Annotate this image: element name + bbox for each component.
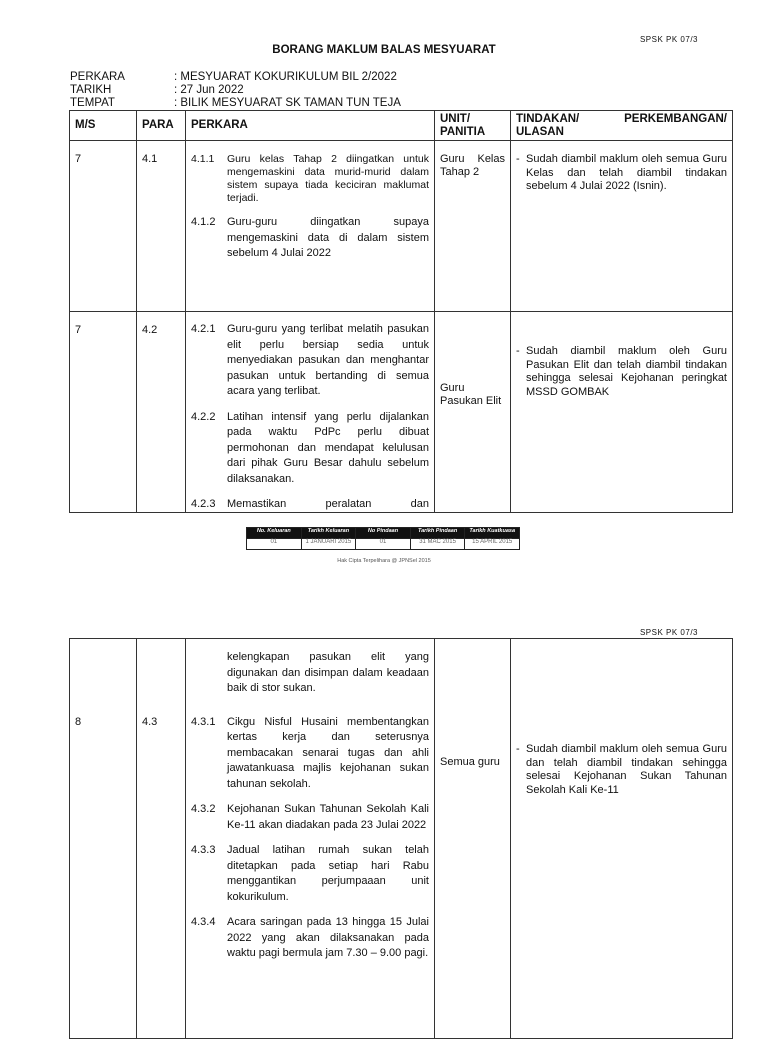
item-text: Kejohanan Sukan Tahunan Sekolah Kali Ke-11 akan diadakan pada 23 Julai 2022	[227, 803, 429, 831]
revision-header: No. Keluaran	[247, 528, 302, 539]
meta-label: TARIKH	[70, 84, 112, 96]
minutes-table	[69, 110, 733, 513]
item-number: 4.2.3	[191, 498, 216, 510]
meta-perkara	[70, 71, 397, 83]
tindakan-text: Sudah diambil maklum oleh semua Guru Kelas dan telah diambil tindakan sebelum 4 Julai 2022 (Isnin).	[526, 153, 727, 192]
meta-tempat	[70, 97, 401, 109]
row-ms: 7	[75, 153, 82, 165]
row-ms: 8	[75, 716, 82, 728]
bullet-dash: -	[516, 153, 520, 165]
row-tindakan	[511, 312, 732, 399]
row-perkara	[186, 639, 434, 962]
item-text: Memastikan peralatan dan	[227, 498, 429, 510]
table-row	[70, 639, 733, 1039]
item-number: 4.3.2	[191, 803, 216, 815]
form-code: SPSK PK 07/3	[639, 628, 698, 637]
revision-table	[246, 527, 520, 550]
revision-header: No Pindaan	[356, 528, 411, 539]
item-text: Cikgu Nisful Husaini membentangkan kertas kerja dan seterusnya membacakan senarai tugas dan ahli jawatankuasa majlis kejohanan sukan tahunan sekolah.	[227, 715, 429, 790]
header-unit: UNIT/ PANITIA	[440, 113, 486, 138]
table-row	[70, 312, 733, 513]
row-para: 4.1	[142, 153, 158, 165]
header-tindakan: TINDAKAN/ PERKEMBANGAN/ ULASAN	[516, 113, 727, 138]
document-title: BORANG MAKLUM BALAS MESYUARAT	[272, 44, 496, 56]
form-code: SPSK PK 07/3	[639, 35, 698, 44]
item-number: 4.2.2	[191, 410, 216, 423]
list-item	[191, 802, 429, 833]
list-item	[191, 915, 429, 962]
revision-value: 15 APRIL 2015	[465, 539, 520, 550]
item-text: Acara saringan pada 13 hingga 15 Julai 2022 yang akan dilaksanakan pada waktu pagi bermula jam 7.30 – 9.00 pagi.	[227, 916, 429, 959]
item-number: 4.1.2	[191, 216, 216, 228]
minutes-table-continued	[69, 638, 733, 1039]
revision-value: 01	[247, 539, 302, 550]
revision-value-row	[247, 539, 520, 550]
revision-value: 01	[356, 539, 411, 550]
meta-tarikh	[70, 84, 244, 96]
row-para: 4.3	[142, 716, 158, 728]
list-item	[191, 410, 429, 488]
list-item	[191, 650, 429, 697]
meta-value: : 27 Jun 2022	[174, 84, 244, 96]
copyright-text: Hak Cipta Terpelihara @ JPNSel 2015	[337, 558, 431, 564]
item-number: 4.1.1	[191, 153, 215, 165]
item-text: kelengkapan pasukan elit yang digunakan dan disimpan dalam keadaan baik di stor sukan.	[227, 651, 429, 694]
bullet-dash: -	[516, 345, 520, 357]
row-para: 4.2	[142, 324, 158, 336]
row-perkara	[186, 312, 434, 510]
revision-value: 31 MAC 2015	[410, 539, 465, 550]
revision-header: Tarikh Pindaan	[410, 528, 465, 539]
revision-header: Tarikh Keluaran	[301, 528, 356, 539]
list-item	[191, 715, 429, 793]
row-unit: Guru Kelas Tahap 2	[440, 153, 505, 178]
meta-label: PERKARA	[70, 71, 125, 83]
list-item	[191, 215, 429, 262]
row-unit: Guru Pasukan Elit	[440, 382, 502, 407]
revision-header-row	[247, 528, 520, 539]
meta-value: : MESYUARAT KOKURIKULUM BIL 2/2022	[174, 71, 397, 83]
row-tindakan	[511, 141, 732, 194]
item-text: Guru kelas Tahap 2 diingatkan untuk mengemaskini data murid-murid dalam sistem supaya tiada keciciran maklumat terjadi.	[227, 153, 429, 204]
row-perkara	[186, 141, 434, 262]
meta-value: : BILIK MESYUARAT SK TAMAN TUN TEJA	[174, 97, 401, 109]
table-row	[70, 141, 733, 312]
item-text: Latihan intensif yang perlu dijalankan pada waktu PdPc perlu dibuat permohonan dan mendapat kelulusan dari pihak Guru Besar dahulu sebelum dilaksanakan.	[227, 410, 429, 485]
tindakan-text: Sudah diambil maklum oleh semua Guru dan telah diambil tindakan sehingga selesai Kejohanan Sukan Tahunan Sekolah Kali Ke-11	[526, 743, 727, 796]
row-unit: Semua guru	[440, 756, 500, 768]
list-item	[191, 843, 429, 905]
item-number: 4.3.4	[191, 916, 216, 928]
header-ms: M/S	[75, 119, 96, 131]
revision-header: Tarikh Kuatkuasa	[465, 528, 520, 539]
header-para: PARA	[142, 119, 174, 131]
meta-label: TEMPAT	[70, 97, 115, 109]
row-tindakan	[511, 639, 732, 797]
item-number: 4.3.3	[191, 844, 216, 856]
tindakan-text: Sudah diambil maklum oleh Guru Pasukan Elit dan telah diambil tindakan sehingga selesai Kejohanan peringkat MSSD GOMBAK	[526, 345, 727, 398]
revision-value: 1 JANUARI 2015	[301, 539, 356, 550]
item-text: Jadual latihan rumah sukan telah ditetapkan pada setiap hari Rabu menggantikan perjumpaaan unit kokurikulum.	[227, 844, 429, 903]
list-item	[191, 497, 429, 510]
header-perkara: PERKARA	[191, 119, 248, 131]
item-text: Guru-guru diingatkan supaya mengemaskini data di dalam sistem sebelum 4 Julai 2022	[227, 216, 429, 259]
item-number: 4.3.1	[191, 715, 216, 728]
row-ms: 7	[75, 324, 82, 336]
item-number: 4.2.1	[191, 323, 216, 335]
list-item	[191, 153, 429, 205]
item-text: Guru-guru yang terlibat melatih pasukan elit perlu bersiap sedia untuk menyediakan pasukan dan menghantar pasukan untuk bertanding di semua acara yang terlibat.	[227, 323, 429, 397]
list-item	[191, 322, 429, 400]
bullet-dash: -	[516, 743, 520, 755]
table-header-row	[70, 111, 733, 141]
